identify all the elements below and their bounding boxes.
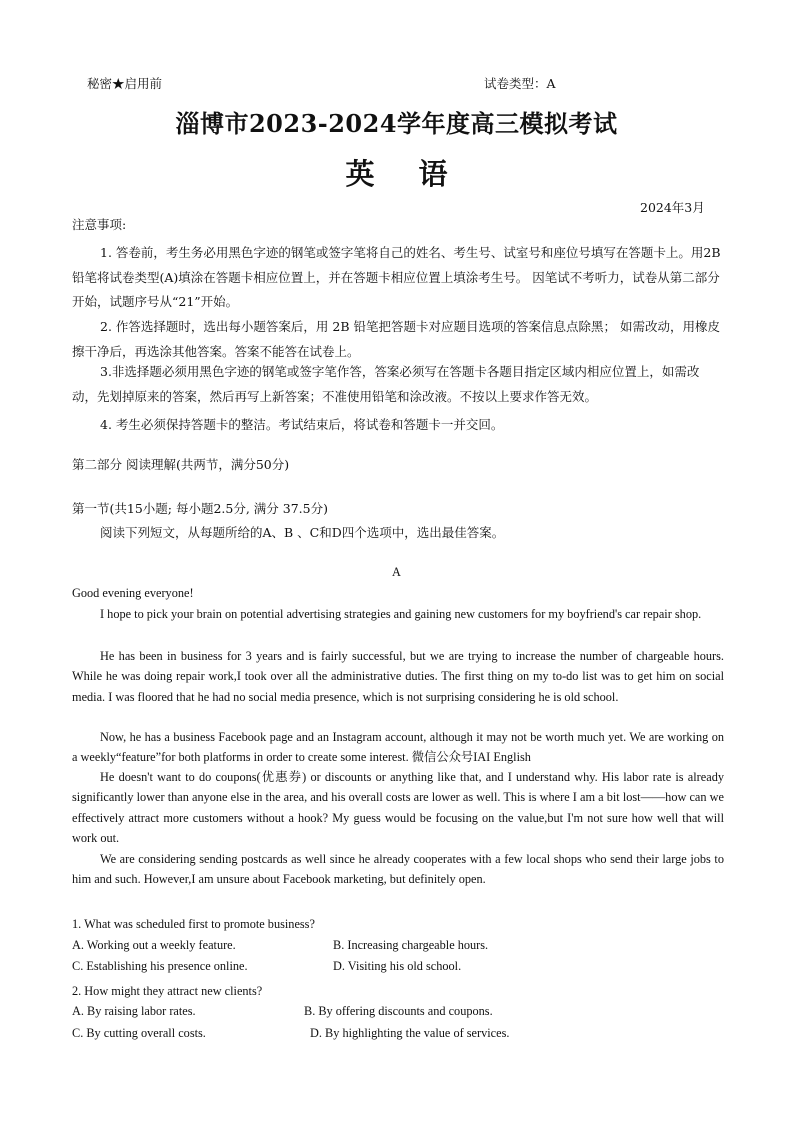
- question-1-option-c: C. Establishing his presence online.: [72, 959, 248, 973]
- question-2-option-a: A. By raising labor rates.: [72, 1004, 196, 1018]
- exam-date: 2024年3月: [640, 200, 705, 215]
- passage-greeting: Good evening everyone!: [72, 586, 194, 600]
- passage-paragraph: He has been in business for 3 years and is fairly successful, but we are trying to increase the number of chargeable hours. While he was doing repair work,I took over all the administrative duties. The first thing on my to-do list was to get him on social media. I was floored that he had no social media presence, which is not surprising considering he is old school.: [72, 649, 724, 704]
- question-2-option-b: B. By offering discounts and coupons.: [304, 1004, 493, 1018]
- notes-item-2: 2. 作答选择题时，选出每小题答案后，用 2B 铅笔把答题卡对应题目选项的答案信息点除黑； 如需改动，用橡皮擦干净后，再选涂其他答案。答案不能答在试卷上。: [72, 319, 720, 359]
- subject-title: 英语: [345, 157, 492, 191]
- confidential-label: 秘密★启用前: [87, 76, 163, 91]
- question-2-option-c: C. By cutting overall costs.: [72, 1026, 206, 1040]
- passage-paragraph: I hope to pick your brain on potential advertising strategies and gaining new customers for my boyfriend's car repair shop.: [100, 607, 702, 621]
- section1-heading: 第一节(共15小题; 每小题2.5分, 满分 37.5分): [72, 501, 328, 516]
- notes-heading: 注意事项:: [72, 217, 127, 232]
- question-1-option-a: A. Working out a weekly feature.: [72, 938, 236, 952]
- passage-paragraph: We are considering sending postcards as well since he already cooperates with a few local shops who send their large jobs to him and such. However,I am unsure about Facebook marketing, but definitely open.: [72, 852, 724, 887]
- exam-title: 淄博市2023-2024学年度高三模拟考试: [175, 109, 618, 138]
- question-1-option-b: B. Increasing chargeable hours.: [333, 938, 489, 952]
- question-1-option-d: D. Visiting his old school.: [333, 959, 462, 973]
- passage-paragraph: He doesn't want to do coupons(优惠券) or discounts or anything like that, and I understand why. His labor rate is already significantly lower than anyone else in the area, and his overall costs are lower as well. This is where I am a bit lost——how can we effectively attract more customers without a hook? My guess would be focusing on the value,but I'm not sure how well that will work out.: [72, 770, 724, 845]
- notes-item-4: 4. 考生必须保持答题卡的整洁。考试结束后，将试卷和答题卡一并交回。: [100, 417, 504, 432]
- passage-label: A: [392, 565, 401, 579]
- passage-paragraph: Now, he has a business Facebook page and an Instagram account, although it may not be worth much yet. We are working on a weekly“feature”for both platforms in order to create some interest. 微信公众号IAI English: [72, 730, 724, 765]
- paper-type-label: 试卷类型：A: [484, 76, 556, 91]
- question-2-stem: 2. How might they attract new clients?: [72, 984, 263, 998]
- section1-instruction: 阅读下列短文，从每题所给的A、B 、C和D四个选项中，选出最佳答案。: [100, 525, 505, 540]
- notes-item-1: 1. 答卷前，考生务必用黑色字迹的钢笔或签字笔将自己的姓名、考生号、试室号和座位号填写在答题卡上。用2B铅笔将试卷类型(A)填涂在答题卡相应位置上，并在答题卡相应位置上填涂考生号。 因笔试不考听力，试卷从第二部分开始，试题序号从“21”开始。: [72, 245, 721, 309]
- part2-heading: 第二部分 阅读理解(共两节，满分50分): [72, 457, 290, 472]
- question-1-stem: 1. What was scheduled first to promote business?: [72, 917, 315, 931]
- question-2-option-d: D. By highlighting the value of services.: [310, 1026, 510, 1040]
- notes-item-3: 3.非选择题必须用黑色字迹的钢笔或签字笔作答，答案必须写在答题卡各题目指定区域内相应位置上，如需改动，先划掉原来的答案，然后再写上新答案；不准使用铅笔和涂改液。不按以上要求作答无效。: [72, 364, 700, 404]
